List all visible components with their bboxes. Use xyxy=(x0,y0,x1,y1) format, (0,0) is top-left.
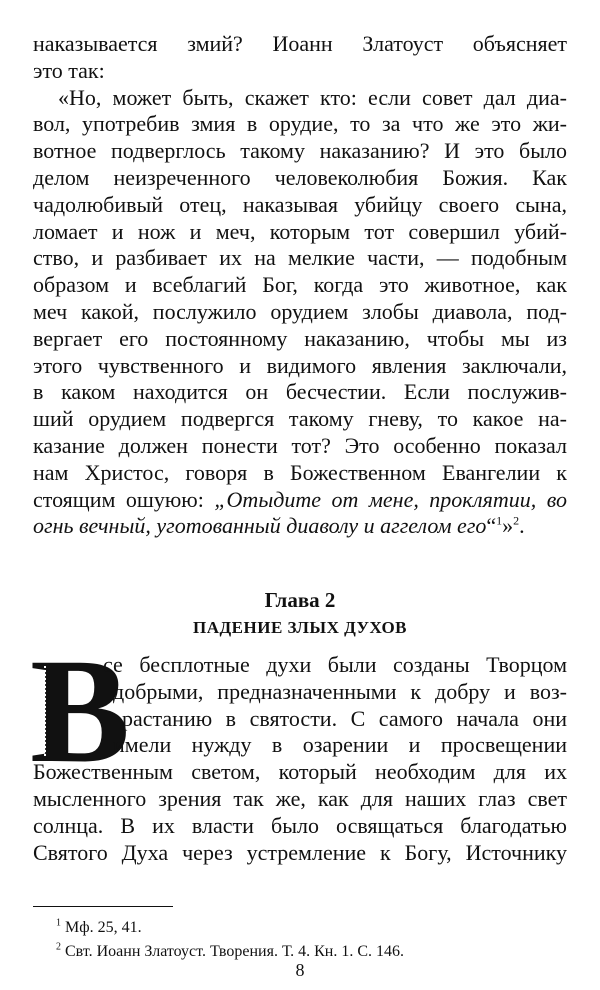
text-segment: “ xyxy=(486,513,497,539)
text-line xyxy=(33,513,567,540)
text-line xyxy=(33,272,567,299)
text-segment: чадолюбивый отец, наказывая убийцу своего сына, xyxy=(33,191,567,217)
text-line xyxy=(33,379,567,406)
text-segment: ство, и разбивает их на мелкие части, — подобным xyxy=(33,245,567,271)
text-line xyxy=(33,299,567,326)
chapter-title: ПАДЕНИЕ ЗЛЫХ ДУХОВ xyxy=(192,618,408,637)
footnote-2: $^2$ Свт. Иоанн Златоуст. Творения. Т. 4. Кн. 1. С. 146. xyxy=(56,941,405,960)
text-segment: » xyxy=(502,513,514,539)
text-segment: огнь вечный, уготованный диаволу и аггелом его xyxy=(33,513,487,539)
text-segment: . xyxy=(519,513,525,539)
text-line xyxy=(33,786,567,813)
text-line xyxy=(33,759,567,786)
drop-cap-ornament: В xyxy=(30,628,131,794)
footnote-divider xyxy=(33,906,173,907)
text-segment: „Отыдите от мене, проклятии, во xyxy=(214,486,567,512)
text-segment: Святого Духа через устремление к Богу, Источнику xyxy=(33,839,567,865)
text-segment: наказывается змий? Иоанн Златоуст объясняет xyxy=(33,31,567,56)
text-segment: этого чувственного и видимого явления заключали, xyxy=(33,352,567,378)
text-segment: нам Христос, говоря в Божественном Евангелии к xyxy=(33,459,567,485)
footnote-ref: 2 xyxy=(513,514,520,529)
text-segment: меч какой, послужило орудием злобы диавола, под- xyxy=(33,299,567,324)
text-line xyxy=(33,353,567,380)
text-line xyxy=(33,326,567,353)
text-line xyxy=(33,138,567,165)
text-line xyxy=(122,706,567,733)
text-segment: мысленного зрения так же, как для наших глаз свет xyxy=(33,786,567,811)
text-segment: ломает и нож и меч, которым тот совершил убий- xyxy=(33,218,567,244)
text-segment: се бесплотные духи были созданы Творцом xyxy=(103,652,567,677)
text-segment: стоящим ошуюю: xyxy=(33,486,215,512)
text-line xyxy=(113,679,567,706)
text-segment: в каком находится он бесчестии. Если послужив- xyxy=(33,379,567,405)
text-line xyxy=(58,85,567,112)
text-line xyxy=(33,111,567,138)
text-segment: это так: xyxy=(33,57,105,83)
text-line xyxy=(33,406,567,433)
text-line xyxy=(103,652,567,679)
text-line xyxy=(33,219,567,246)
text-segment: солнца. В их власти было освящаться благодатью xyxy=(33,812,567,838)
page-number: 8 xyxy=(295,960,305,980)
text-segment: вотное подверглось такому наказанию? И это было xyxy=(33,138,567,164)
text-line xyxy=(33,192,567,219)
text-segment: ший орудием подвергся такому гневу, то какое на- xyxy=(33,406,567,432)
text-segment: добрыми, предназначенными к добру и воз- xyxy=(113,678,567,704)
text-segment: вергает его постоянному наказанию, чтобы мы из xyxy=(33,325,567,351)
text-line xyxy=(33,165,567,192)
text-line xyxy=(33,31,567,58)
text-segment: имели нужду в озарении и просвещении xyxy=(113,732,567,758)
footnote-ref: 1 xyxy=(496,514,503,529)
text-line xyxy=(33,433,567,460)
chapter-number: Глава 2 xyxy=(264,588,336,612)
text-line xyxy=(33,813,567,840)
text-segment: вол, употребив змия в орудие, то за что же это жи- xyxy=(33,111,567,137)
text-segment: образом и всеблагий Бог, когда это животное, как xyxy=(33,272,567,298)
text-line xyxy=(33,840,567,867)
text-line xyxy=(33,58,567,85)
text-segment: казание должен понести тот? Это особенно показал xyxy=(33,433,567,458)
text-line xyxy=(33,487,567,514)
text-segment: растанию в святости. С самого начала они xyxy=(122,705,567,731)
text-line xyxy=(113,732,567,759)
text-line xyxy=(33,245,567,272)
text-segment: «Но, может быть, скажет кто: если совет дал диа- xyxy=(58,84,567,110)
text-segment: делом неизреченного человеколюбия Божия. Как xyxy=(33,165,567,190)
text-line xyxy=(33,460,567,487)
footnote-1: $^1$ Мф. 25, 41. xyxy=(56,917,142,936)
text-segment: Божественным светом, который необходим для их xyxy=(33,759,567,785)
